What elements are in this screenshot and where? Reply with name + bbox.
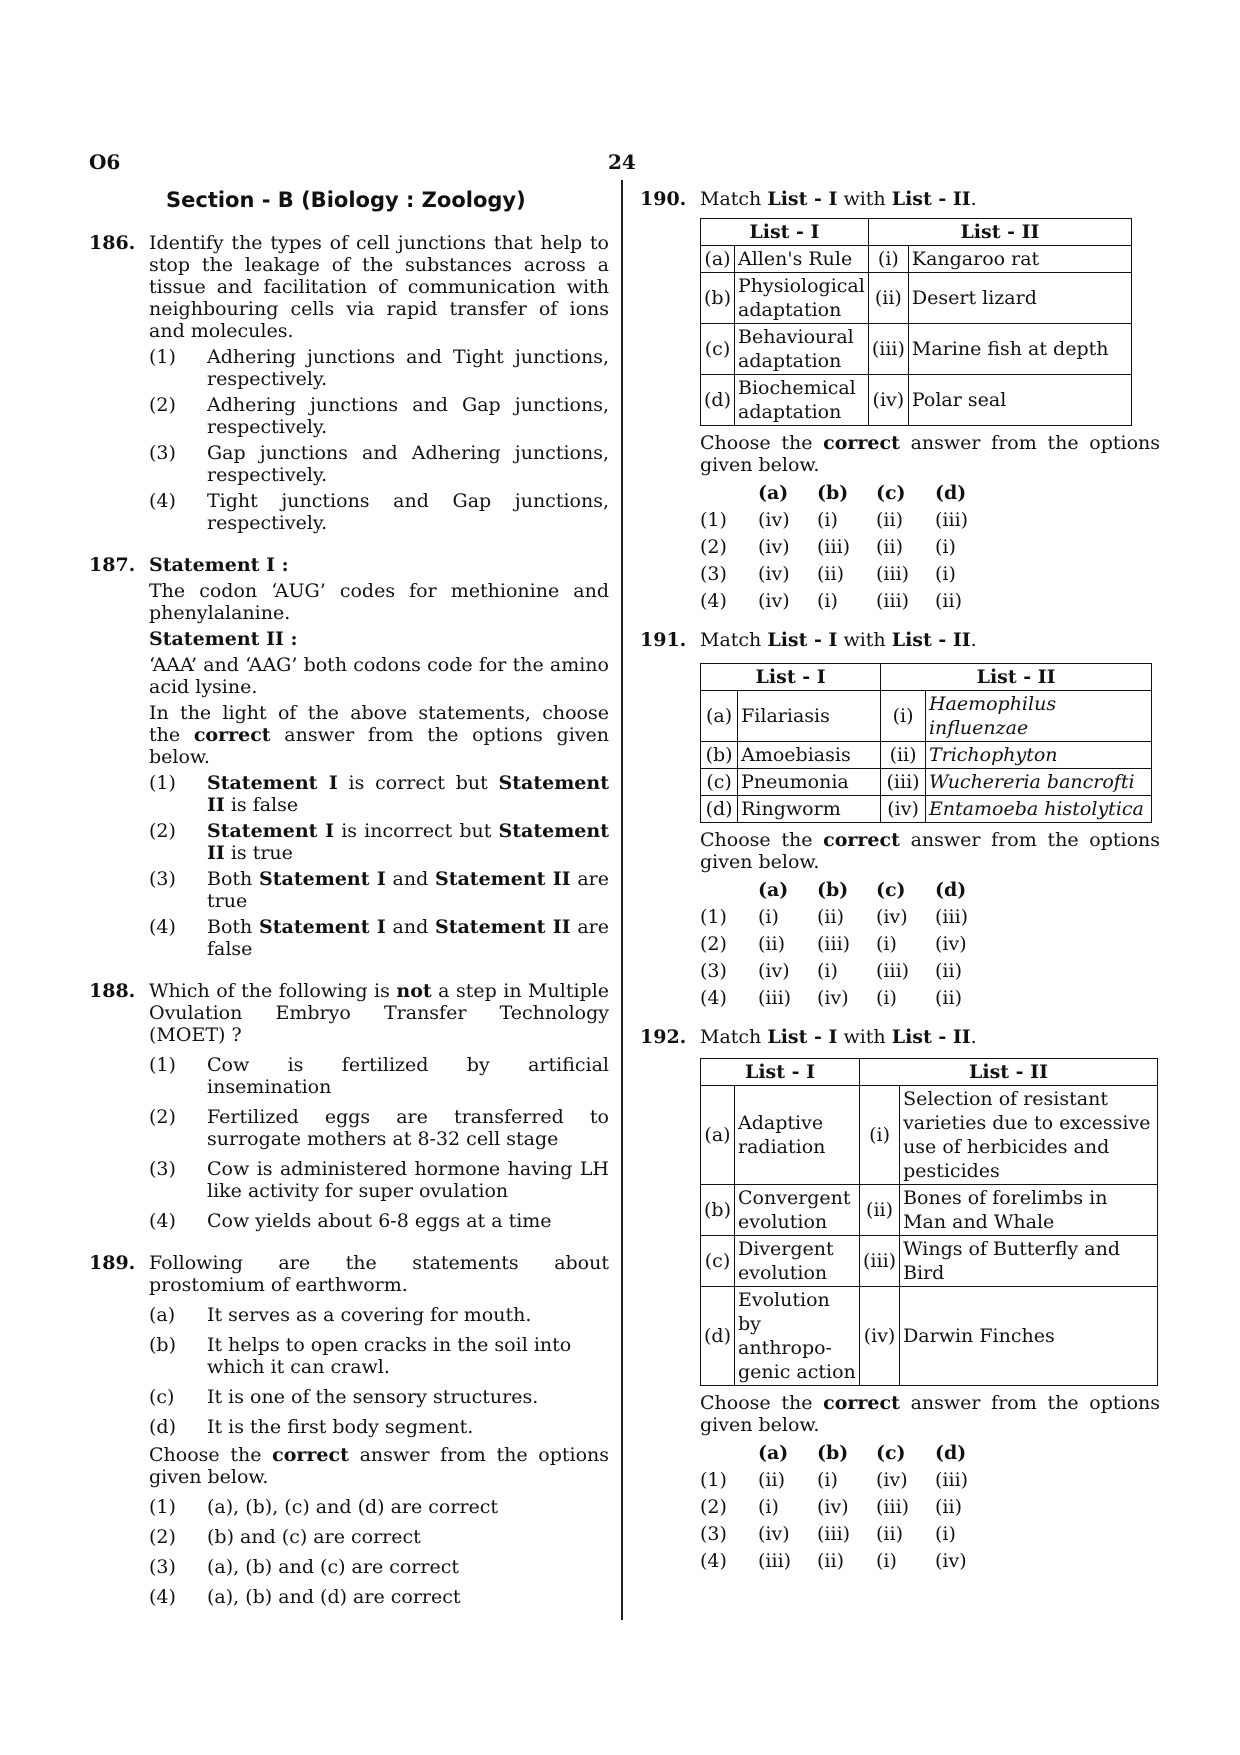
- question-number: 187.: [89, 554, 136, 576]
- option-text: (b) and (c) are correct: [207, 1526, 421, 1548]
- list-1-item: Filariasis: [738, 691, 881, 742]
- option-4[interactable]: (4): [700, 590, 727, 612]
- table-row: [701, 1287, 1158, 1386]
- table-row: [701, 324, 1132, 375]
- row-label: (iv): [860, 1287, 900, 1386]
- list-2-header: List - II: [860, 1059, 1158, 1086]
- statement-2-heading: Statement II :: [149, 628, 298, 650]
- list-1-item: Pneumonia: [738, 769, 881, 796]
- statement-label: (d): [149, 1416, 176, 1438]
- option-text: Cow is fertilized by artificial insemination: [207, 1054, 609, 1098]
- option-label: (1): [149, 1496, 176, 1518]
- statement-a: [149, 1304, 609, 1326]
- prompt-text: answer from the options given below.: [149, 724, 609, 768]
- option-label: (2): [149, 394, 176, 416]
- statement-1-text: The codon ‘AUG’ codes for methionine and phenylalanine.: [149, 580, 609, 624]
- list-2-item: Wings of Butterfly and Bird: [900, 1236, 1158, 1287]
- statement-text: It is one of the sensory structures.: [207, 1386, 539, 1408]
- row-label: (iv): [868, 375, 908, 426]
- list-1-item: Ringworm: [738, 796, 881, 823]
- row-label: (d): [701, 796, 738, 823]
- statement-text: It helps to open cracks in the soil into which it can crawl.: [207, 1334, 572, 1378]
- question-191: [640, 629, 1160, 1012]
- list-1-header: List - I: [701, 1059, 860, 1086]
- question-prompt: Choose the correct answer from the options given below.: [149, 1444, 609, 1488]
- row-label: (b): [701, 742, 738, 769]
- option-2[interactable]: [149, 1526, 609, 1548]
- list-2-item: Bones of forelimbs in Man and Whale: [900, 1185, 1158, 1236]
- question-text: Match List - I with List - II.: [700, 188, 977, 210]
- option-1[interactable]: [149, 1496, 609, 1518]
- row-label: (i): [868, 246, 908, 273]
- list-1-item: Physiological adaptation: [735, 273, 869, 324]
- list-2-item: Desert lizard: [908, 273, 1131, 324]
- option-text: Adhering junctions and Gap junctions, respectively.: [207, 394, 609, 438]
- question-prompt: Choose the correct answer from the options given below.: [700, 432, 1160, 476]
- question-number: 192.: [640, 1026, 687, 1048]
- list-1-item: Convergent evolution: [735, 1185, 860, 1236]
- option-2[interactable]: [149, 820, 609, 864]
- option-2[interactable]: (2): [700, 933, 727, 955]
- table-row: [701, 1236, 1158, 1287]
- prompt-emphasis: correct: [193, 724, 271, 746]
- option-label: (4): [149, 490, 176, 512]
- option-3[interactable]: (3): [700, 960, 727, 982]
- option-text: Tight junctions and Gap junctions, respectively.: [207, 490, 609, 534]
- question-number: 191.: [640, 629, 687, 651]
- option-text: Statement I is correct but Statement II is false: [207, 772, 609, 816]
- section-title: Section - B (Biology : Zoology): [166, 188, 526, 212]
- option-1[interactable]: [149, 346, 609, 390]
- match-table: [700, 218, 1132, 426]
- option-text: Fertilized eggs are transferred to surrogate mothers at 8-32 cell stage: [207, 1106, 609, 1150]
- table-row: [701, 691, 1152, 742]
- statement-text: It serves as a covering for mouth.: [207, 1304, 532, 1326]
- row-label: (iii): [860, 1236, 900, 1287]
- option-label: (1): [149, 346, 176, 368]
- option-3[interactable]: (3): [700, 1523, 727, 1545]
- answer-options: (a) (b) (c) (d) (1) (i) (ii) (iv) (iii) (2) (ii) (iii) (i) (iv) (3) (iv) (i) (iii) (ii) (4) (iii) (iv) (i) (ii): [700, 877, 1160, 1012]
- option-2[interactable]: (2): [700, 1496, 727, 1518]
- option-text: Both Statement I and Statement II are false: [207, 916, 609, 960]
- row-label: (b): [701, 273, 735, 324]
- right-column: [640, 188, 1160, 1595]
- table-row: [701, 742, 1152, 769]
- option-text: Gap junctions and Adhering junctions, respectively.: [207, 442, 609, 486]
- statement-1-heading: Statement I :: [149, 554, 289, 576]
- question-prompt: Choose the correct answer from the options given below.: [700, 1392, 1160, 1436]
- option-4[interactable]: [149, 1210, 609, 1232]
- option-label: (3): [149, 1158, 176, 1180]
- row-label: (c): [701, 324, 735, 375]
- option-3[interactable]: [149, 442, 609, 486]
- row-label: (c): [701, 1236, 735, 1287]
- option-1[interactable]: [149, 1054, 609, 1098]
- option-label: (2): [149, 1106, 176, 1128]
- table-row: [701, 796, 1152, 823]
- list-1-item: Divergent evolution: [735, 1236, 860, 1287]
- list-2-item: Selection of resistant varieties due to excessive use of herbicides and pesticides: [900, 1086, 1158, 1185]
- question-text: Match List - I with List - II.: [700, 629, 977, 651]
- option-2[interactable]: [149, 394, 609, 438]
- option-3[interactable]: [149, 868, 609, 912]
- list-1-item: Evolution by anthropo-genic action: [735, 1287, 860, 1386]
- option-text: (a), (b) and (c) are correct: [207, 1556, 459, 1578]
- statement-label: (c): [149, 1386, 175, 1408]
- question-187: [89, 554, 609, 960]
- option-text: Statement I is incorrect but Statement II is true: [207, 820, 609, 864]
- list-1-item: Biochemical adaptation: [735, 375, 869, 426]
- table-row: [701, 1086, 1158, 1185]
- option-label: (4): [149, 916, 176, 938]
- option-label: (3): [149, 868, 176, 890]
- list-2-item: Polar seal: [908, 375, 1131, 426]
- question-number: 186.: [89, 232, 136, 254]
- option-text: Cow yields about 6-8 eggs at a time: [207, 1210, 552, 1232]
- row-label: (ii): [881, 742, 926, 769]
- question-189: [89, 1252, 609, 1608]
- question-text: Which of the following is not a step in Multiple Ovulation Embryo Transfer Technology (MOET) ?: [149, 980, 610, 1046]
- option-4[interactable]: [149, 490, 609, 534]
- row-label: (d): [701, 1287, 735, 1386]
- option-3[interactable]: [149, 1158, 609, 1202]
- list-2-item: Marine fish at depth: [908, 324, 1131, 375]
- option-text: Cow is administered hormone having LH like activity for super ovulation: [207, 1158, 609, 1202]
- row-label: (iv): [881, 796, 926, 823]
- paper-code: O6: [89, 150, 121, 174]
- statement-c: [149, 1386, 609, 1408]
- list-1-item: Amoebiasis: [738, 742, 881, 769]
- question-186: [89, 232, 609, 534]
- option-label: (4): [149, 1586, 176, 1608]
- statement-d: [149, 1416, 609, 1438]
- match-table: [700, 1058, 1158, 1386]
- option-label: (1): [149, 1054, 176, 1076]
- row-label: (iii): [868, 324, 908, 375]
- option-1[interactable]: (1): [700, 1469, 727, 1491]
- table-row: [701, 769, 1152, 796]
- option-text: (a), (b) and (d) are correct: [207, 1586, 461, 1608]
- option-label: (2): [149, 820, 176, 842]
- option-text: (a), (b), (c) and (d) are correct: [207, 1496, 499, 1518]
- list-1-item: Behavioural adaptation: [735, 324, 869, 375]
- answer-options: (a) (b) (c) (d) (1) (ii) (i) (iv) (iii) (2) (i) (iv) (iii) (ii) (3) (iv) (iii) (ii) (i) (4) (iii) (ii) (i) (iv): [700, 1440, 1160, 1575]
- table-row: [701, 246, 1132, 273]
- table-row: [701, 273, 1132, 324]
- option-3[interactable]: (3): [700, 563, 727, 585]
- row-label: (i): [860, 1086, 900, 1185]
- list-1-header: List - I: [701, 664, 881, 691]
- option-4[interactable]: [149, 916, 609, 960]
- option-1[interactable]: [149, 772, 609, 816]
- answer-options: (a) (b) (c) (d) (1) (iv) (i) (ii) (iii) (2) (iv) (iii) (ii) (i) (3) (iv) (ii) (iii) (i) (4) (iv) (i) (iii) (ii): [700, 480, 1160, 615]
- list-2-item: Wuchereria bancrofti: [925, 769, 1151, 796]
- table-header: [701, 219, 1132, 246]
- question-188: [89, 980, 609, 1232]
- option-4[interactable]: (4): [700, 987, 727, 1009]
- list-2-item: Trichophyton: [925, 742, 1151, 769]
- row-label: (d): [701, 375, 735, 426]
- option-label: (2): [149, 1526, 176, 1548]
- statement-2-text: ‘AAA’ and ‘AAG’ both codons code for the amino acid lysine.: [149, 654, 609, 698]
- question-number: 188.: [89, 980, 136, 1002]
- list-2-item: Entamoeba histolytica: [925, 796, 1151, 823]
- question-190: [640, 188, 1160, 615]
- option-2[interactable]: (2): [700, 536, 727, 558]
- row-label: (i): [881, 691, 926, 742]
- option-text: Adhering junctions and Tight junctions, respectively.: [207, 346, 609, 390]
- list-1-item: Adaptive radiation: [735, 1086, 860, 1185]
- row-label: (b): [701, 1185, 735, 1236]
- option-2[interactable]: [149, 1106, 609, 1150]
- left-column: [89, 188, 609, 1628]
- table-header: [701, 664, 1152, 691]
- option-label: (1): [149, 772, 176, 794]
- prompt-text: In the light of the above statements, choose the: [149, 702, 609, 746]
- option-label: (3): [149, 1556, 176, 1578]
- question-prompt: Choose the correct answer from the options given below.: [700, 829, 1160, 873]
- table-row: [701, 1185, 1158, 1236]
- statement-b: [149, 1334, 609, 1378]
- column-divider: [621, 180, 623, 1620]
- statement-label: (a): [149, 1304, 176, 1326]
- option-1[interactable]: (1): [700, 509, 727, 531]
- question-192: [640, 1026, 1160, 1575]
- row-label: (c): [701, 769, 738, 796]
- row-label: (a): [701, 691, 738, 742]
- statement-text: It is the first body segment.: [207, 1416, 474, 1438]
- question-text: Identify the types of cell junctions that help to stop the leakage of the substances across a tissue and facilitation of communication with neighbouring cells via rapid transfer of ions and molecules.: [149, 232, 609, 342]
- row-label: (a): [701, 246, 735, 273]
- statement-label: (b): [149, 1334, 176, 1356]
- list-2-item: Darwin Finches: [900, 1287, 1158, 1386]
- match-table: [700, 663, 1152, 823]
- page-number: 24: [608, 150, 636, 174]
- question-text: Match List - I with List - II.: [700, 1026, 977, 1048]
- list-2-header: List - II: [868, 219, 1131, 246]
- list-1-header: List - I: [701, 219, 869, 246]
- option-3[interactable]: [149, 1556, 609, 1578]
- table-row: [701, 375, 1132, 426]
- option-1[interactable]: (1): [700, 906, 727, 928]
- question-number: 190.: [640, 188, 687, 210]
- table-header: [701, 1059, 1158, 1086]
- list-2-item: Kangaroo rat: [908, 246, 1131, 273]
- row-label: (ii): [860, 1185, 900, 1236]
- option-text: Both Statement I and Statement II are true: [207, 868, 609, 912]
- question-prompt: [149, 702, 609, 768]
- option-label: (4): [149, 1210, 176, 1232]
- row-label: (iii): [881, 769, 926, 796]
- list-1-item: Allen's Rule: [735, 246, 869, 273]
- question-text: Following are the statements about prostomium of earthworm.: [149, 1252, 609, 1296]
- option-4[interactable]: (4): [700, 1550, 727, 1572]
- row-label: (a): [701, 1086, 735, 1185]
- list-2-item: Haemophilus influenzae: [925, 691, 1151, 742]
- option-label: (3): [149, 442, 176, 464]
- row-label: (ii): [868, 273, 908, 324]
- question-number: 189.: [89, 1252, 136, 1274]
- list-2-header: List - II: [881, 664, 1152, 691]
- option-4[interactable]: [149, 1586, 609, 1608]
